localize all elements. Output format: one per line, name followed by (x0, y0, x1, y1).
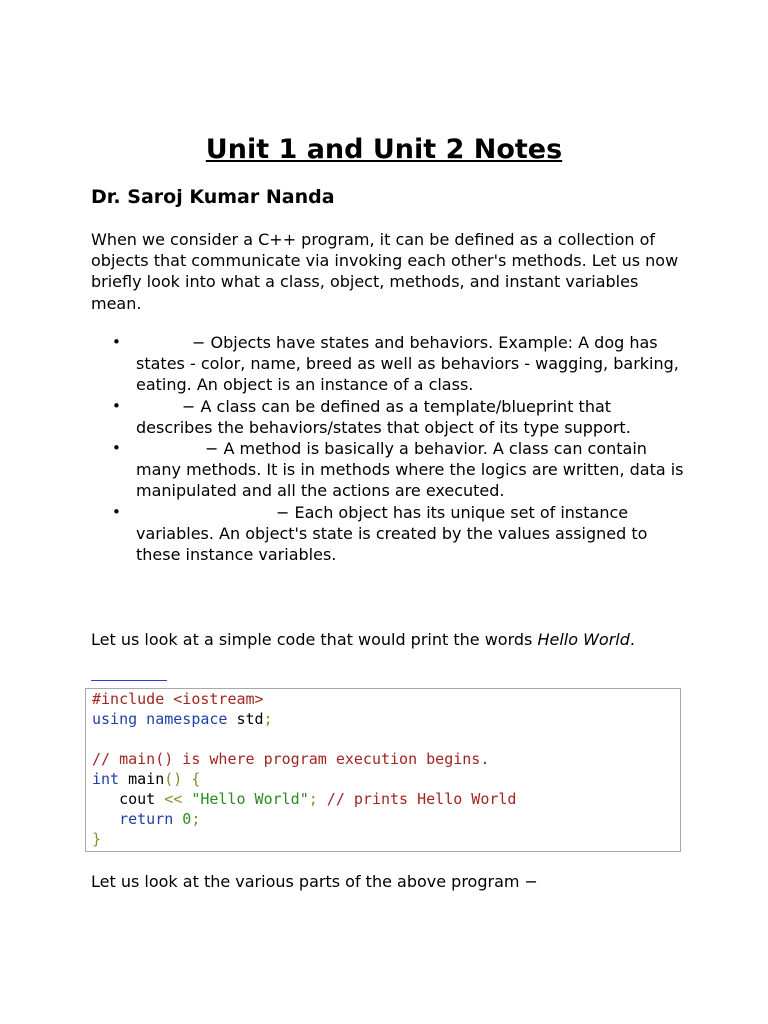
bullet-dot-icon: • (112, 439, 121, 457)
code-intro-text: Let us look at a simple code that would print the words (91, 630, 538, 649)
list-item-text: − Each object has its unique set of instance variables. An object's state is created by the values assigned to these instance variables. (136, 502, 648, 564)
list-item-text: − A class can be defined as a template/blueprint that describes the behaviors/states that object of its type support. (136, 396, 631, 437)
page-title: Unit 1 and Unit 2 Notes (205, 134, 563, 165)
intro-paragraph: When we consider a C++ program, it can be defined as a collection of objects that communicate via invoking each other's methods. Let us now briefly look into what a class, object, methods, and instant variables mean. (91, 230, 679, 313)
author-heading: Dr. Saroj Kumar Nanda (91, 186, 335, 208)
code-line (92, 769, 200, 789)
outro-paragraph: Let us look at the various parts of the above program − (91, 872, 538, 891)
anchor-link-underline[interactable] (91, 680, 167, 681)
code-keyword: return (92, 810, 174, 828)
code-keyword: int (92, 770, 120, 788)
code-line (92, 829, 101, 849)
code-operator: << (164, 790, 183, 808)
code-punctuation: () { (164, 770, 201, 788)
code-line (92, 789, 516, 809)
code-line (92, 689, 264, 709)
code-line (92, 749, 489, 769)
code-number: 0 (173, 810, 192, 828)
code-line (92, 709, 273, 729)
bullet-dot-icon: • (112, 333, 121, 351)
code-punctuation: ; (263, 710, 273, 728)
code-preprocessor: #include <iostream> (92, 690, 264, 708)
code-intro-emphasis: Hello World (537, 630, 630, 649)
list-item-text: − Objects have states and behaviors. Example: A dog has states - color, name, breed as well as behaviors - wagging, barking, eating. An object is an instance of a class. (136, 333, 679, 395)
bullet-dot-icon: • (112, 502, 121, 521)
code-intro-paragraph (91, 629, 635, 650)
code-punctuation: } (92, 830, 102, 848)
code-identifier: cout (92, 790, 165, 808)
code-string: "Hello World" (182, 790, 309, 808)
code-identifier: std (227, 710, 264, 728)
code-comment: // main() is where program execution begins. (92, 750, 490, 768)
code-comment: // prints Hello World (317, 790, 517, 808)
bullet-dot-icon: • (112, 396, 121, 415)
code-intro-period: . (629, 630, 635, 649)
list-item-text: − A method is basically a behavior. A class can contain many methods. It is in methods where the logics are written, data is manipulated and all the actions are executed. (136, 439, 684, 501)
code-punctuation: ; (191, 810, 201, 828)
code-block (85, 688, 681, 852)
code-keyword: using namespace (92, 710, 228, 728)
code-identifier: main (119, 770, 165, 788)
code-punctuation: ; (308, 790, 318, 808)
code-line (92, 809, 200, 829)
